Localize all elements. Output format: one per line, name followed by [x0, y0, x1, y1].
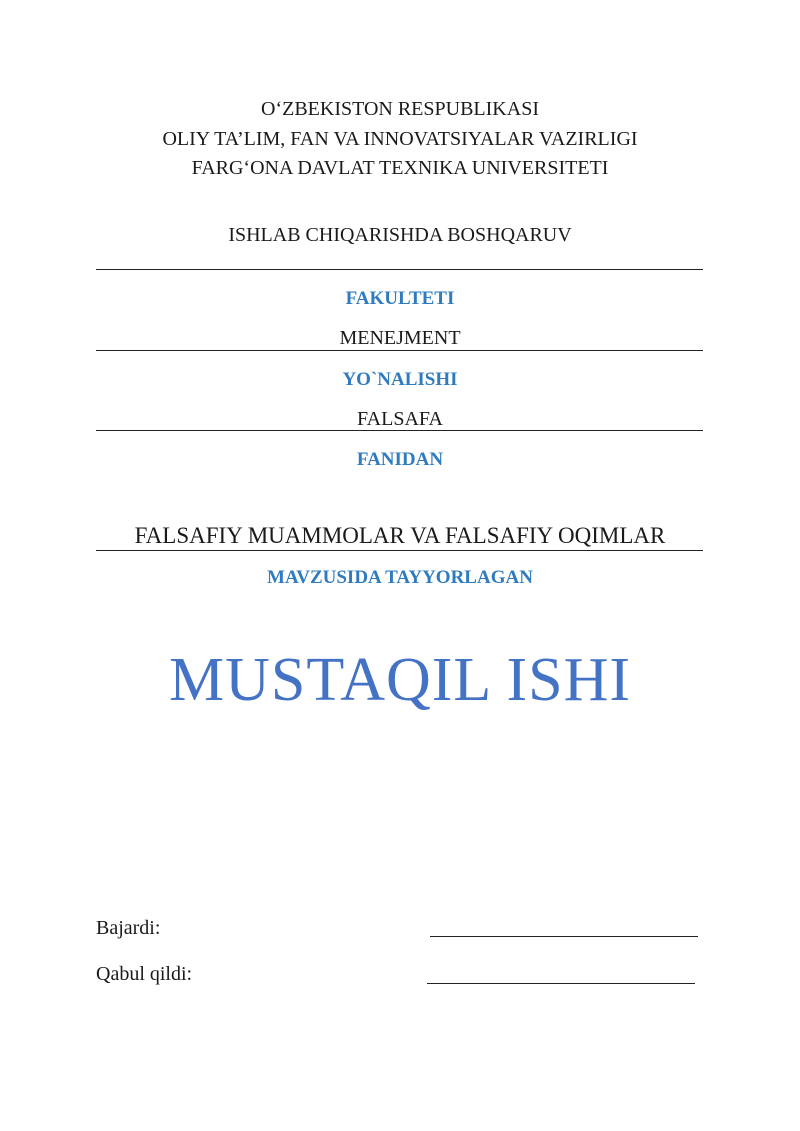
faculty-label: FAKULTETI	[345, 288, 455, 309]
topic-value: FALSAFIY MUAMMOLAR VA FALSAFIY OQIMLAR	[134, 523, 666, 548]
direction-underline	[96, 350, 703, 351]
ministry-country: O‘ZBEKISTON RESPUBLIKASI	[261, 98, 539, 120]
accepted-by-signature-line	[427, 983, 695, 984]
subject-label: FANIDAN	[356, 449, 444, 470]
topic-label: MAVZUSIDA TAYYORLAGAN	[267, 567, 533, 588]
direction-label: YO`NALISHI	[342, 369, 458, 390]
university-name: FARG‘ONA DAVLAT TEXNIKA UNIVERSITETI	[191, 157, 609, 179]
done-by-label: Bajardi:	[96, 917, 161, 939]
document-title: MUSTAQIL ISHI	[168, 646, 632, 714]
accepted-by-label: Qabul qildi:	[96, 963, 193, 985]
done-by-signature-line	[430, 936, 698, 937]
subject-value: FALSAFA	[357, 408, 443, 430]
direction-value: MENEJMENT	[339, 327, 461, 349]
ministry-name: OLIY TA’LIM, FAN VA INNOVATSIYALAR VAZIRLIGI	[162, 128, 638, 150]
topic-underline	[96, 550, 703, 551]
subject-underline	[96, 430, 703, 431]
faculty-underline	[96, 269, 703, 270]
faculty-value: ISHLAB CHIQARISHDA BOSHQARUV	[228, 224, 572, 246]
